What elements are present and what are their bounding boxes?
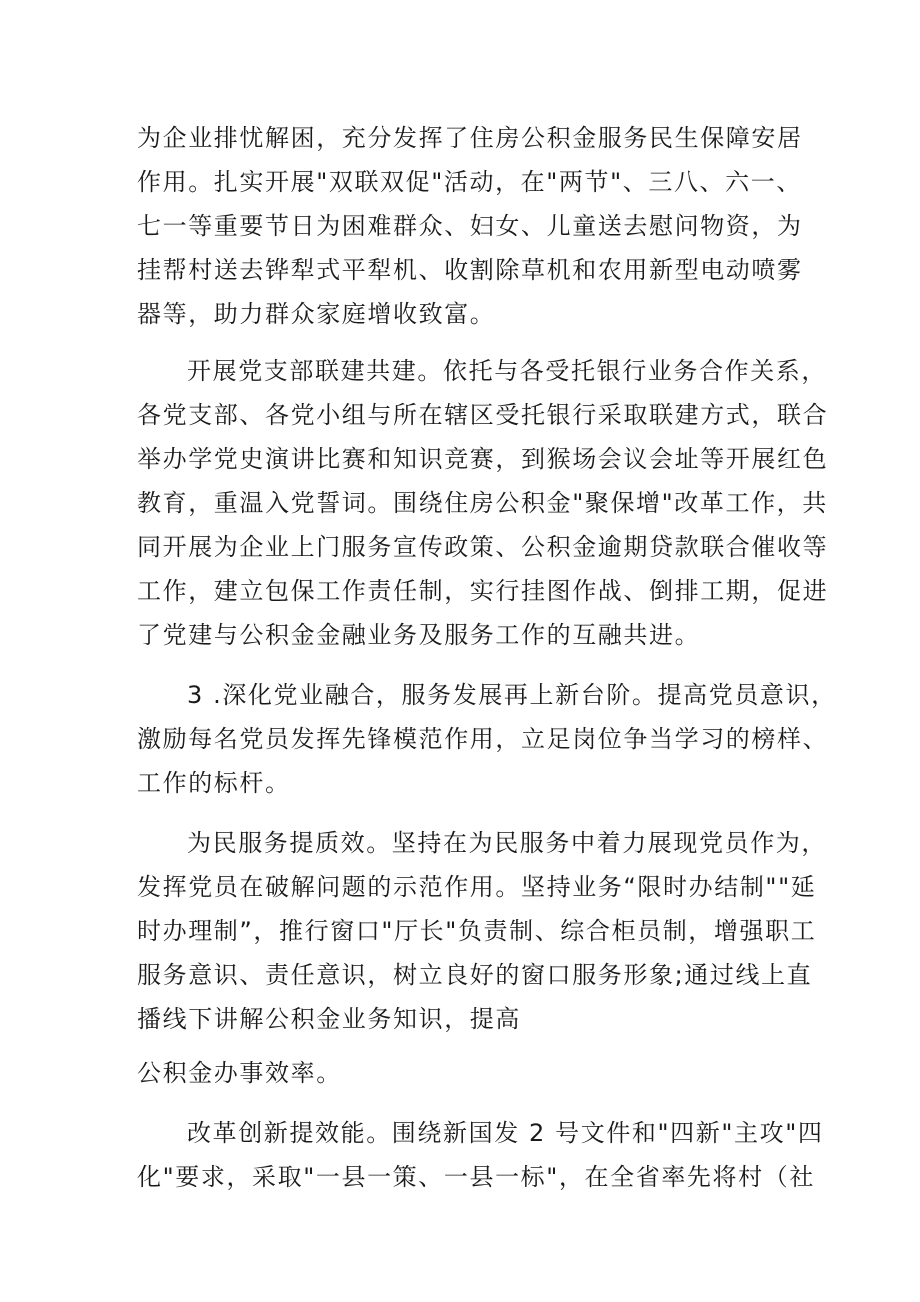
text-line: 七一等重要节日为困难群众、妇女、儿童送去慰问物资，为 xyxy=(137,212,803,240)
text-line: 时办理制”，推行窗口"厅长"负责制、综合柜员制，增强职工 xyxy=(137,917,817,945)
text-line: 作用。扎实开展"双联双促"活动，在"两节"、三八、六一、 xyxy=(137,168,802,196)
text-line: 工作的标杆。 xyxy=(137,769,291,797)
text-line: 举办学党史演讲比赛和知识竞赛，到猴场会议会址等开展红色 xyxy=(137,445,829,473)
text-line: 了党建与公积金金融业务及服务工作的互融共进。 xyxy=(137,621,701,649)
text-line: 工作，建立包保工作责任制，实行挂图作战、倒排工期，促进 xyxy=(137,577,829,605)
text-line: 开展党支部联建共建。依托与各受托银行业务合作关系， xyxy=(187,357,827,385)
text-line: 为企业排忧解困，充分发挥了住房公积金服务民生保障安居 xyxy=(137,124,803,152)
text-line: 服务意识、责任意识，树立良好的窗口服务形象;通过线上直 xyxy=(137,961,813,989)
text-line: 同开展为企业上门服务宣传政策、公积金逾期贷款联合催收等 xyxy=(137,533,829,561)
text-line: 改革创新提效能。围绕新国发 2 号文件和"四新"主攻"四 xyxy=(187,1119,824,1147)
text-line: 为民服务提质效。坚持在为民服务中着力展现党员作为， xyxy=(187,829,827,857)
text-line: 3 .深化党业融合，服务发展再上新台阶。提高党员意识， xyxy=(187,681,837,709)
text-line: 激励每名党员发挥先锋模范作用，立足岗位争当学习的榜样、 xyxy=(137,725,829,753)
text-line: 器等，助力群众家庭增收致富。 xyxy=(137,300,496,328)
text-line: 播线下讲解公积金业务知识，提高 xyxy=(137,1005,521,1033)
text-line: 各党支部、各党小组与所在辖区受托银行采取联建方式，联合 xyxy=(137,401,829,429)
text-line: 公积金办事效率。 xyxy=(137,1059,342,1087)
text-line: 发挥党员在破解问题的示范作用。坚持业务“限时办结制""延 xyxy=(137,873,817,901)
text-line: 教育，重温入党誓词。围绕住房公积金"聚保增"改革工作，共 xyxy=(137,489,828,517)
text-line: 化"要求，采取"一县一策、一县一标"，在全省率先将村（社 xyxy=(137,1163,815,1191)
text-line: 挂帮村送去铧犁式平犁机、收割除草机和农用新型电动喷雾 xyxy=(137,256,803,284)
